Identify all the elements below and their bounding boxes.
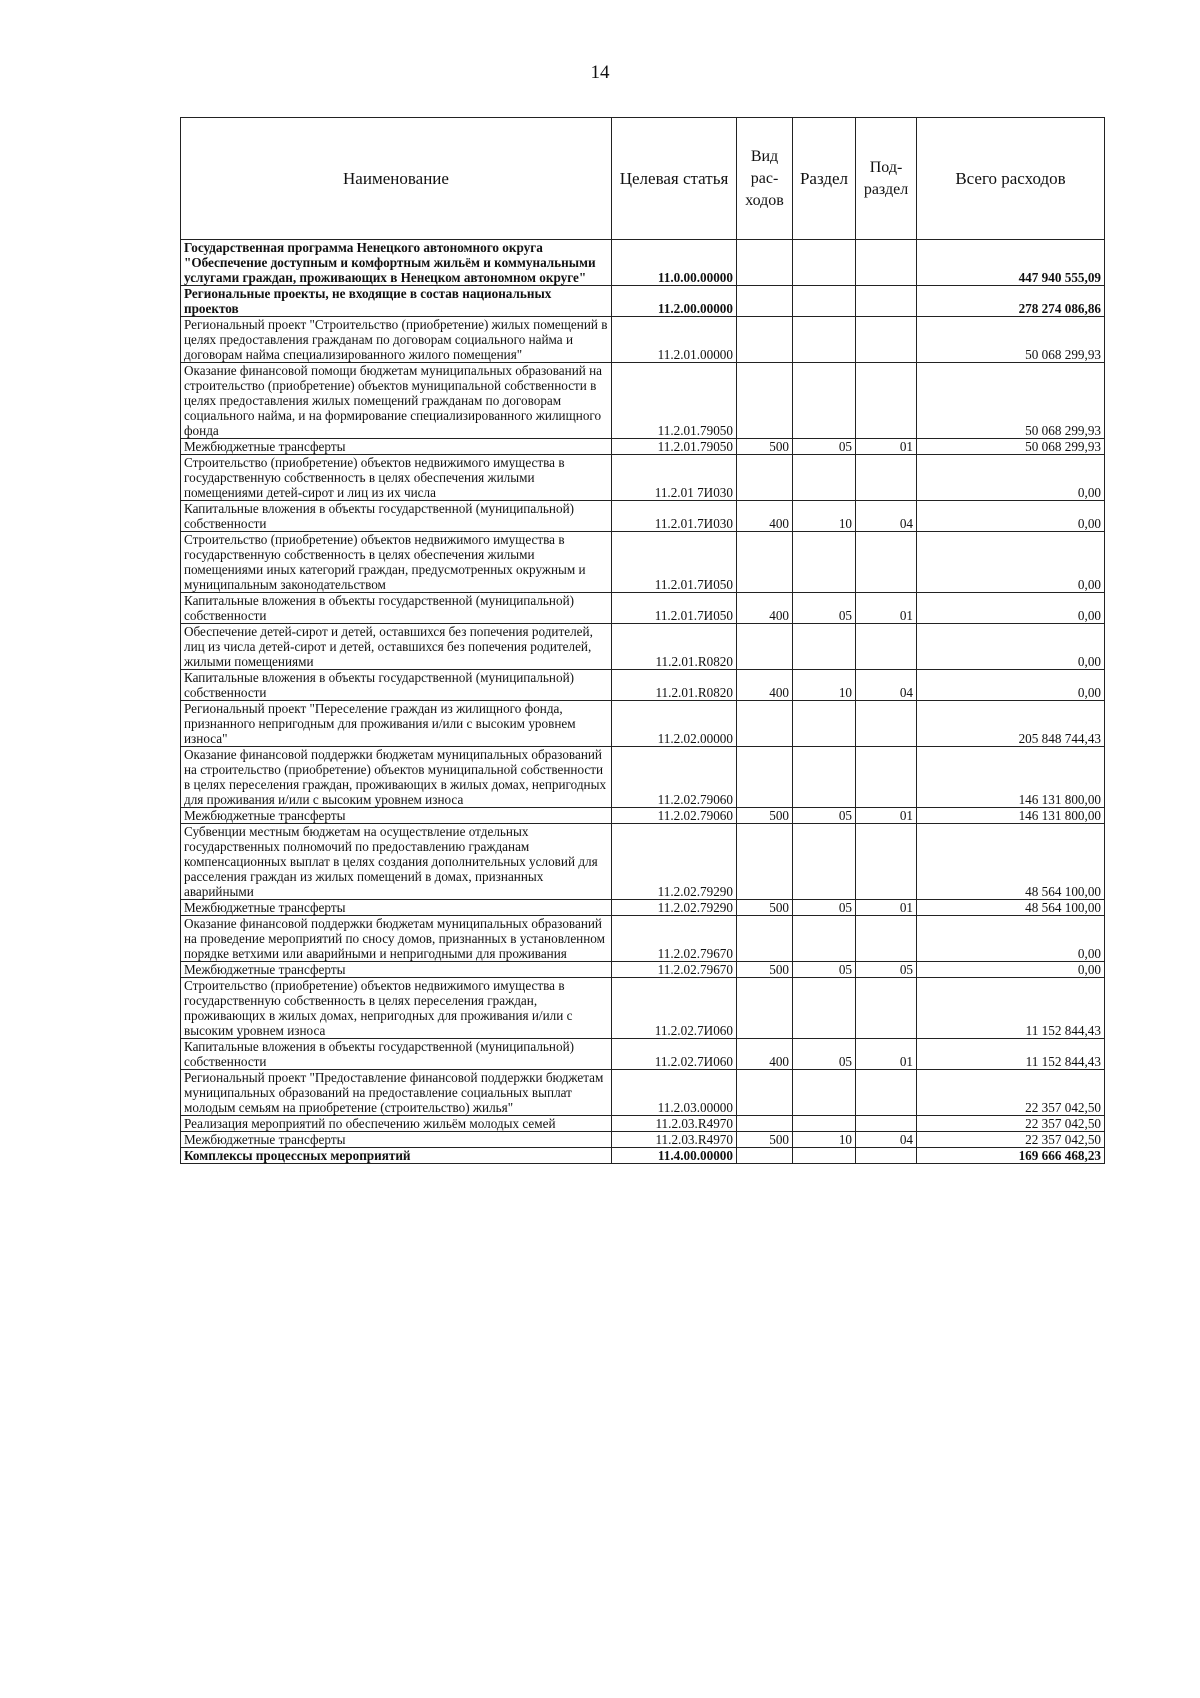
cell-name: Реализация мероприятий по обеспечению жильём молодых семей xyxy=(181,1116,612,1132)
cell-subsection xyxy=(856,455,917,501)
cell-name: Государственная программа Ненецкого автономного округа "Обеспечение доступным и комфортным жильём и коммунальными услугами граждан, проживающих в Ненецком автономном округе" xyxy=(181,240,612,286)
cell-name: Региональный проект "Переселение граждан из жилищного фонда, признанного непригодным для проживания и/или с высоким уровнем износа" xyxy=(181,701,612,747)
cell-name: Оказание финансовой поддержки бюджетам муниципальных образований на проведение мероприятий по сносу домов, признанных в установленном порядке ветхими или аварийными и непригодными для проживания xyxy=(181,916,612,962)
cell-total: 22 357 042,50 xyxy=(917,1132,1105,1148)
cell-name: Оказание финансовой поддержки бюджетам муниципальных образований на строительство (приобретение) объектов муниципальной собственности в целях переселения граждан, проживающих в жилых домах, непригодных для проживания и/или с высоким уровнем износа xyxy=(181,747,612,808)
cell-target: 11.2.03.R4970 xyxy=(612,1132,737,1148)
cell-section xyxy=(793,747,856,808)
cell-total: 48 564 100,00 xyxy=(917,900,1105,916)
cell-type xyxy=(737,1116,793,1132)
cell-total: 50 068 299,93 xyxy=(917,363,1105,439)
cell-total: 0,00 xyxy=(917,455,1105,501)
table-row xyxy=(181,501,1105,532)
cell-type: 500 xyxy=(737,1132,793,1148)
cell-total: 11 152 844,43 xyxy=(917,978,1105,1039)
cell-target: 11.2.02.79290 xyxy=(612,900,737,916)
cell-name: Субвенции местным бюджетам на осуществление отдельных государственных полномочий по предоставлению гражданам компенсационных выплат в целях создания дополнительных условий для расселения граждан из жилых помещений в домах, признанных аварийными xyxy=(181,824,612,900)
table-row xyxy=(181,1148,1105,1164)
cell-type xyxy=(737,824,793,900)
cell-subsection: 01 xyxy=(856,439,917,455)
cell-total: 0,00 xyxy=(917,501,1105,532)
cell-name: Капитальные вложения в объекты государственной (муниципальной) собственности xyxy=(181,670,612,701)
cell-subsection xyxy=(856,1148,917,1164)
cell-target: 11.2.02.79060 xyxy=(612,747,737,808)
table-row xyxy=(181,532,1105,593)
cell-section: 05 xyxy=(793,1039,856,1070)
cell-subsection: 04 xyxy=(856,1132,917,1148)
cell-name: Капитальные вложения в объекты государственной (муниципальной) собственности xyxy=(181,593,612,624)
cell-target: 11.4.00.00000 xyxy=(612,1148,737,1164)
cell-section xyxy=(793,455,856,501)
table-row xyxy=(181,701,1105,747)
table-row xyxy=(181,808,1105,824)
cell-subsection xyxy=(856,532,917,593)
cell-total: 146 131 800,00 xyxy=(917,747,1105,808)
cell-target: 11.2.01.7И030 xyxy=(612,501,737,532)
cell-type: 500 xyxy=(737,900,793,916)
cell-name: Межбюджетные трансферты xyxy=(181,900,612,916)
cell-target: 11.2.01.R0820 xyxy=(612,670,737,701)
cell-name: Межбюджетные трансферты xyxy=(181,962,612,978)
cell-total: 22 357 042,50 xyxy=(917,1116,1105,1132)
cell-section: 10 xyxy=(793,501,856,532)
table-row xyxy=(181,240,1105,286)
budget-table xyxy=(180,117,1105,1164)
cell-section xyxy=(793,916,856,962)
table-row xyxy=(181,317,1105,363)
cell-type xyxy=(737,916,793,962)
cell-total: 11 152 844,43 xyxy=(917,1039,1105,1070)
table-row xyxy=(181,978,1105,1039)
cell-section xyxy=(793,286,856,317)
cell-name: Строительство (приобретение) объектов недвижимого имущества в государственную собственность в целях обеспечения жилыми помещениями детей-сирот и лиц из их числа xyxy=(181,455,612,501)
cell-target: 11.2.02.79060 xyxy=(612,808,737,824)
cell-subsection xyxy=(856,363,917,439)
table-row xyxy=(181,900,1105,916)
table-row xyxy=(181,455,1105,501)
cell-subsection xyxy=(856,317,917,363)
cell-target: 11.2.03.R4970 xyxy=(612,1116,737,1132)
cell-total: 50 068 299,93 xyxy=(917,317,1105,363)
cell-subsection xyxy=(856,624,917,670)
cell-section xyxy=(793,363,856,439)
cell-type xyxy=(737,1148,793,1164)
cell-subsection xyxy=(856,916,917,962)
cell-subsection: 05 xyxy=(856,962,917,978)
cell-subsection xyxy=(856,747,917,808)
table-row xyxy=(181,624,1105,670)
cell-name: Региональный проект "Предоставление финансовой поддержки бюджетам муниципальных образований на предоставление социальных выплат молодым семьям на приобретение (строительство) жилья" xyxy=(181,1070,612,1116)
cell-subsection: 04 xyxy=(856,501,917,532)
cell-total: 447 940 555,09 xyxy=(917,240,1105,286)
cell-subsection xyxy=(856,824,917,900)
cell-name: Оказание финансовой помощи бюджетам муниципальных образований на строительство (приобретение) объектов муниципальной собственности в целях предоставления жилых помещений гражданам по договорам социального найма, и на формирование специализированного жилищного фонда xyxy=(181,363,612,439)
table-row xyxy=(181,916,1105,962)
cell-total: 0,00 xyxy=(917,624,1105,670)
cell-type xyxy=(737,286,793,317)
cell-name: Региональный проект "Строительство (приобретение) жилых помещений в целях предоставления гражданам по договорам социального найма и договорам найма специализированного жилого помещения" xyxy=(181,317,612,363)
cell-section xyxy=(793,532,856,593)
cell-section: 10 xyxy=(793,670,856,701)
cell-target: 11.0.00.00000 xyxy=(612,240,737,286)
cell-section: 05 xyxy=(793,808,856,824)
cell-type xyxy=(737,701,793,747)
header-target: Целевая статья xyxy=(612,118,737,240)
table-row xyxy=(181,1039,1105,1070)
table-row xyxy=(181,439,1105,455)
cell-subsection: 01 xyxy=(856,593,917,624)
cell-total: 0,00 xyxy=(917,916,1105,962)
header-expense-type: Вид рас-ходов xyxy=(737,118,793,240)
cell-target: 11.2.01.R0820 xyxy=(612,624,737,670)
table-row xyxy=(181,1116,1105,1132)
table-row xyxy=(181,1070,1105,1116)
table-body xyxy=(181,240,1105,1164)
cell-type: 500 xyxy=(737,808,793,824)
cell-name: Капитальные вложения в объекты государственной (муниципальной) собственности xyxy=(181,501,612,532)
table-row xyxy=(181,747,1105,808)
table-row xyxy=(181,962,1105,978)
header-subsection: Под-раздел xyxy=(856,118,917,240)
cell-section: 05 xyxy=(793,962,856,978)
cell-name: Капитальные вложения в объекты государственной (муниципальной) собственности xyxy=(181,1039,612,1070)
cell-total: 0,00 xyxy=(917,593,1105,624)
cell-name: Комплексы процессных мероприятий xyxy=(181,1148,612,1164)
table-row xyxy=(181,593,1105,624)
cell-type xyxy=(737,317,793,363)
cell-type xyxy=(737,455,793,501)
cell-target: 11.2.01.7И050 xyxy=(612,593,737,624)
cell-section xyxy=(793,1148,856,1164)
cell-type xyxy=(737,978,793,1039)
cell-section: 10 xyxy=(793,1132,856,1148)
cell-target: 11.2.02.7И060 xyxy=(612,1039,737,1070)
cell-target: 11.2.02.79670 xyxy=(612,916,737,962)
cell-type: 400 xyxy=(737,1039,793,1070)
cell-subsection: 01 xyxy=(856,808,917,824)
header-total: Всего расходов xyxy=(917,118,1105,240)
table-row xyxy=(181,824,1105,900)
cell-type xyxy=(737,747,793,808)
cell-type xyxy=(737,1070,793,1116)
cell-subsection xyxy=(856,1116,917,1132)
cell-type xyxy=(737,532,793,593)
cell-section xyxy=(793,240,856,286)
cell-total: 169 666 468,23 xyxy=(917,1148,1105,1164)
cell-total: 0,00 xyxy=(917,670,1105,701)
cell-section xyxy=(793,1070,856,1116)
cell-total: 0,00 xyxy=(917,962,1105,978)
cell-type: 500 xyxy=(737,962,793,978)
cell-type xyxy=(737,240,793,286)
table-header-row xyxy=(181,118,1105,240)
cell-type: 400 xyxy=(737,593,793,624)
cell-name: Межбюджетные трансферты xyxy=(181,808,612,824)
table-row xyxy=(181,286,1105,317)
cell-target: 11.2.02.00000 xyxy=(612,701,737,747)
cell-subsection: 04 xyxy=(856,670,917,701)
cell-subsection xyxy=(856,1070,917,1116)
cell-section xyxy=(793,978,856,1039)
cell-target: 11.2.02.7И060 xyxy=(612,978,737,1039)
cell-total: 0,00 xyxy=(917,532,1105,593)
header-name: Наименование xyxy=(181,118,612,240)
cell-section: 05 xyxy=(793,900,856,916)
header-section: Раздел xyxy=(793,118,856,240)
page-number: 14 xyxy=(590,62,610,83)
cell-target: 11.2.01.7И050 xyxy=(612,532,737,593)
cell-section xyxy=(793,701,856,747)
cell-total: 48 564 100,00 xyxy=(917,824,1105,900)
cell-name: Региональные проекты, не входящие в состав национальных проектов xyxy=(181,286,612,317)
cell-type xyxy=(737,363,793,439)
cell-target: 11.2.01.79050 xyxy=(612,363,737,439)
cell-target: 11.2.03.00000 xyxy=(612,1070,737,1116)
cell-subsection: 01 xyxy=(856,900,917,916)
cell-name: Обеспечение детей-сирот и детей, оставшихся без попечения родителей, лиц из числа детей-сирот и детей, оставшихся без попечения родителей, жилыми помещениями xyxy=(181,624,612,670)
cell-total: 50 068 299,93 xyxy=(917,439,1105,455)
cell-section: 05 xyxy=(793,593,856,624)
cell-total: 22 357 042,50 xyxy=(917,1070,1105,1116)
cell-total: 146 131 800,00 xyxy=(917,808,1105,824)
table-row xyxy=(181,1132,1105,1148)
cell-subsection xyxy=(856,240,917,286)
cell-target: 11.2.01.79050 xyxy=(612,439,737,455)
cell-total: 205 848 744,43 xyxy=(917,701,1105,747)
cell-type: 500 xyxy=(737,439,793,455)
cell-target: 11.2.00.00000 xyxy=(612,286,737,317)
cell-target: 11.2.02.79290 xyxy=(612,824,737,900)
cell-subsection: 01 xyxy=(856,1039,917,1070)
cell-type: 400 xyxy=(737,501,793,532)
cell-section xyxy=(793,1116,856,1132)
cell-name: Строительство (приобретение) объектов недвижимого имущества в государственную собственность в целях обеспечения жилыми помещениями иных категорий граждан, предусмотренных окружным и муниципальным законодательством xyxy=(181,532,612,593)
cell-type xyxy=(737,624,793,670)
cell-name: Межбюджетные трансферты xyxy=(181,439,612,455)
cell-subsection xyxy=(856,701,917,747)
cell-name: Межбюджетные трансферты xyxy=(181,1132,612,1148)
cell-type: 400 xyxy=(737,670,793,701)
cell-section xyxy=(793,824,856,900)
table-row xyxy=(181,363,1105,439)
cell-name: Строительство (приобретение) объектов недвижимого имущества в государственную собственность в целях переселения граждан, проживающих в жилых домах, непригодных для проживания и/или с высоким уровнем износа xyxy=(181,978,612,1039)
cell-total: 278 274 086,86 xyxy=(917,286,1105,317)
table-row xyxy=(181,670,1105,701)
cell-subsection xyxy=(856,286,917,317)
cell-subsection xyxy=(856,978,917,1039)
cell-section xyxy=(793,317,856,363)
cell-section: 05 xyxy=(793,439,856,455)
cell-target: 11.2.01.00000 xyxy=(612,317,737,363)
cell-target: 11.2.01 7И030 xyxy=(612,455,737,501)
cell-section xyxy=(793,624,856,670)
cell-target: 11.2.02.79670 xyxy=(612,962,737,978)
